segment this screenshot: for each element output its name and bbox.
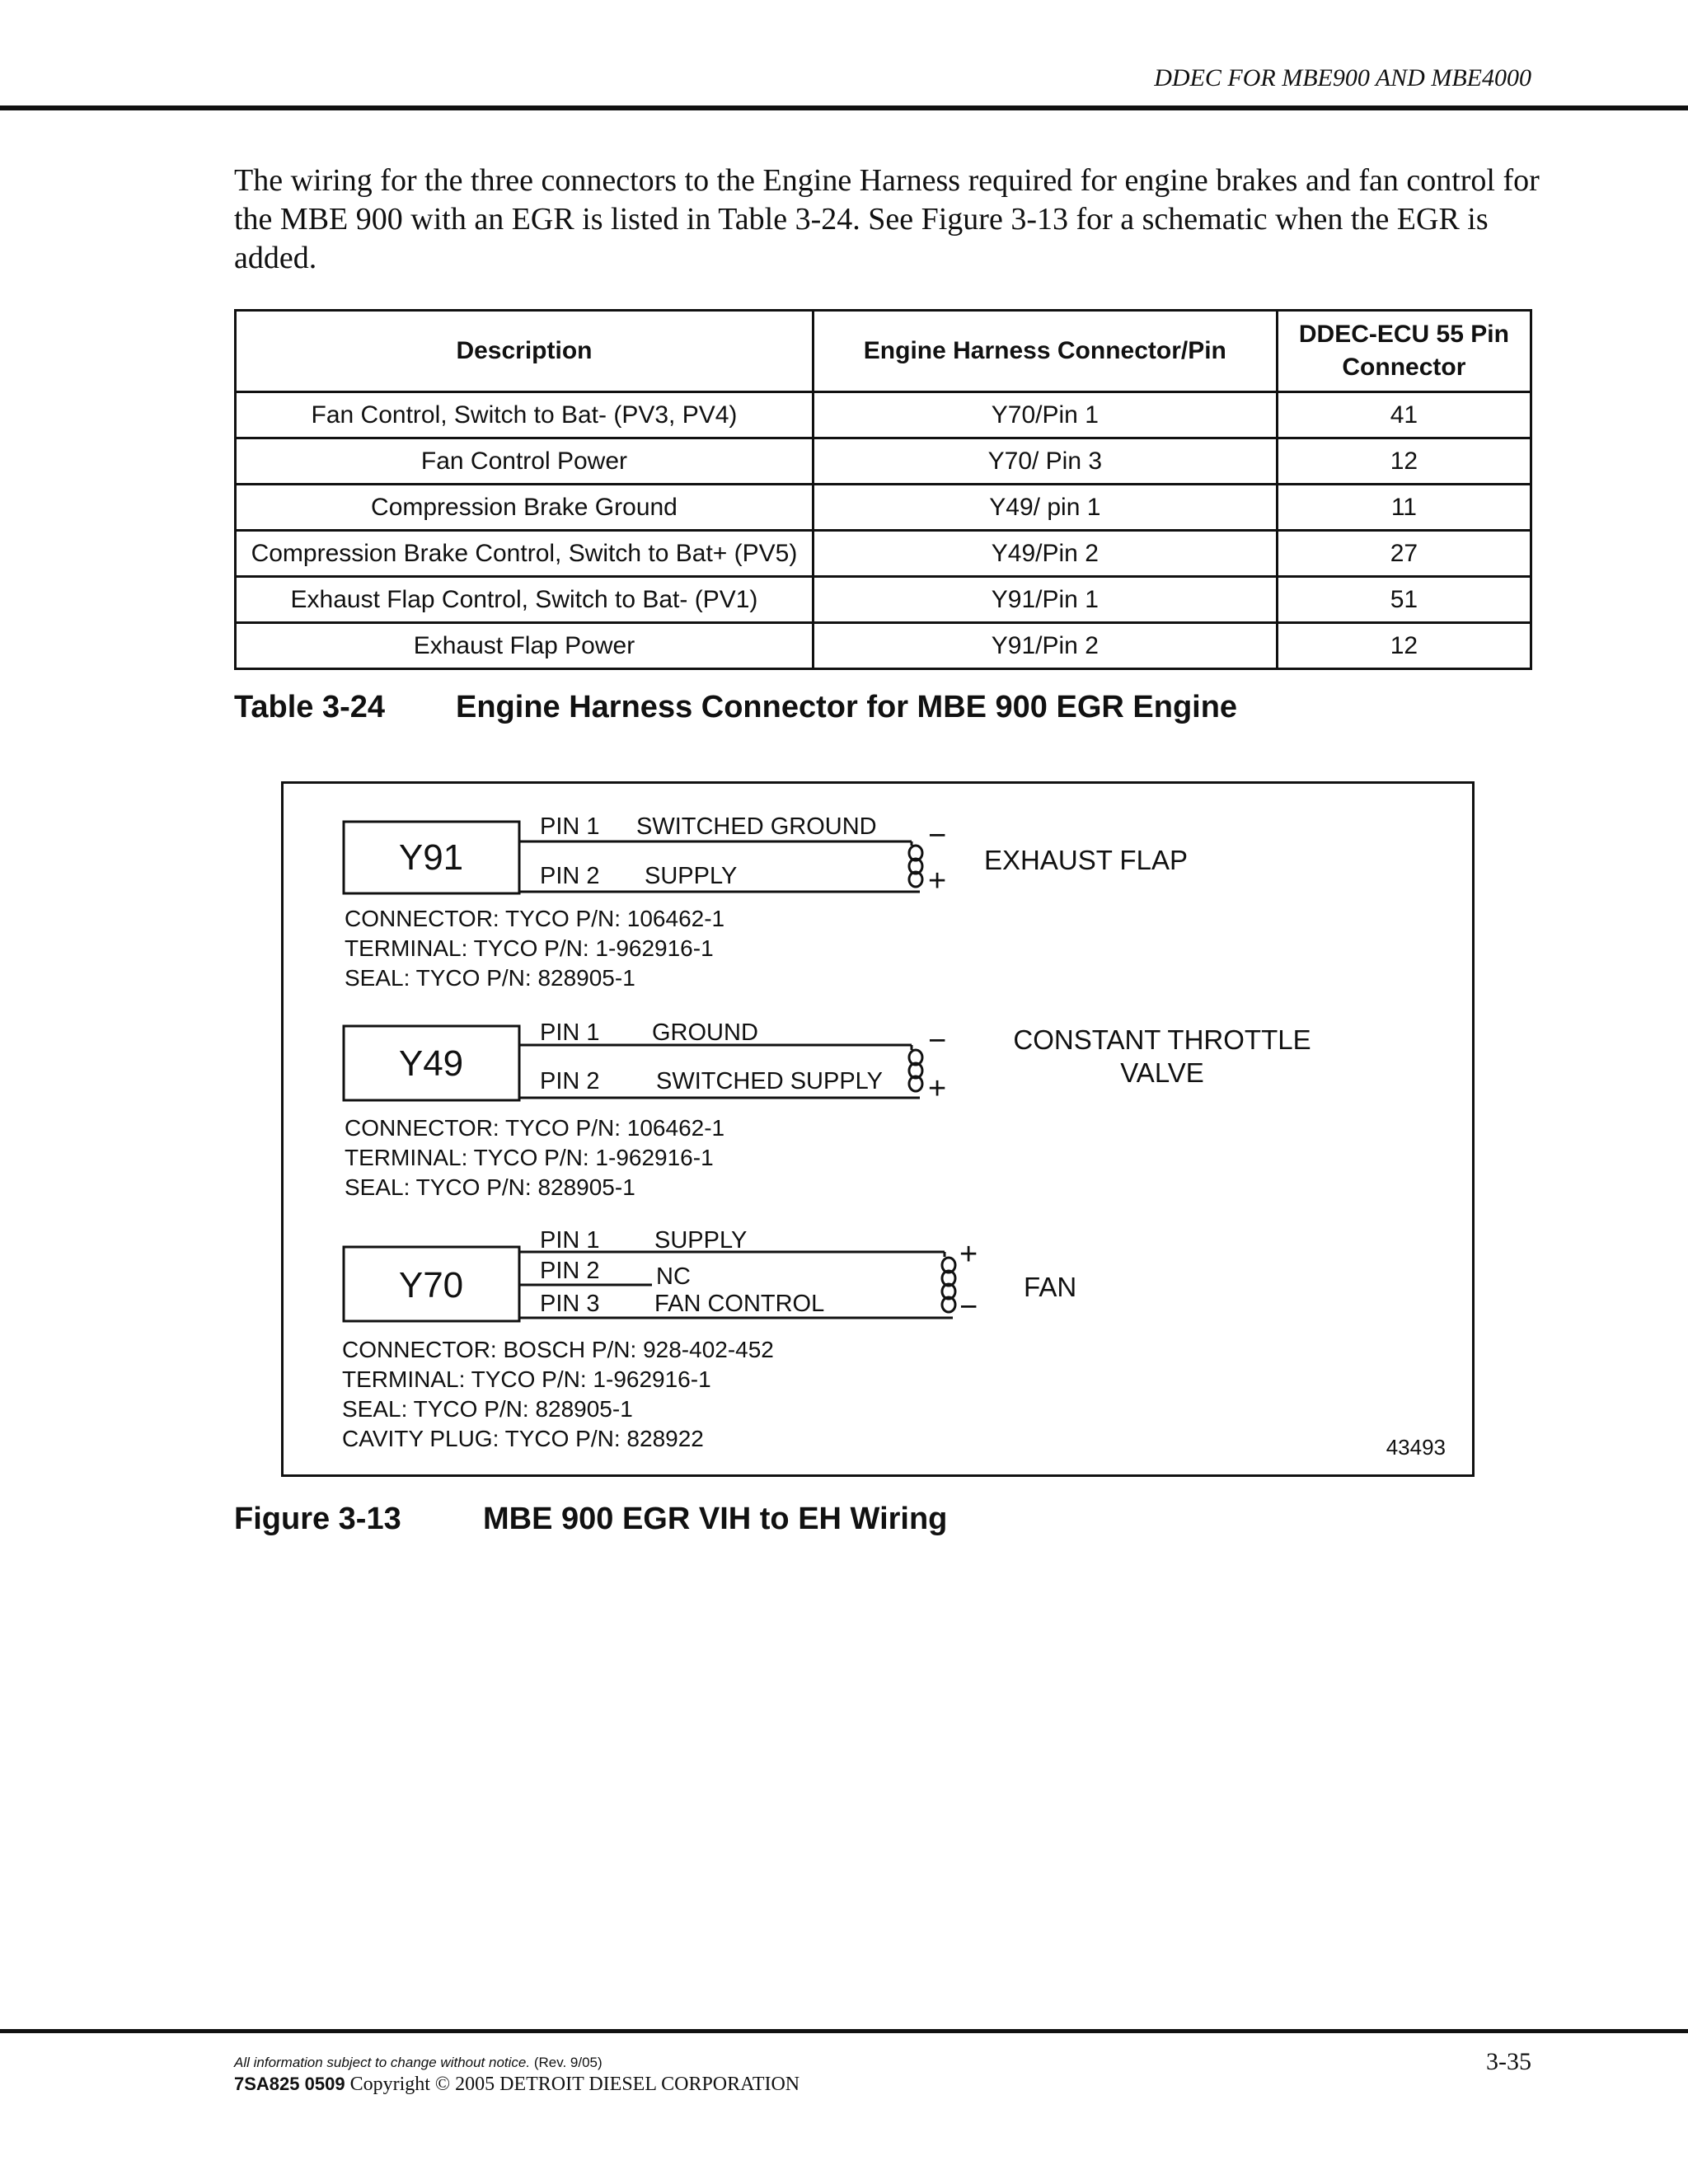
spec-line: TERMINAL: TYCO P/N: 1-962916-1: [342, 1366, 711, 1392]
cell-description: Exhaust Flap Control, Switch to Bat- (PV1): [236, 577, 814, 623]
footer-copyright: [234, 2074, 799, 2096]
pin-signal: GROUND: [652, 1019, 758, 1046]
spec-line: CONNECTOR: TYCO P/N: 106462-1: [345, 1115, 725, 1141]
pin-label: PIN 2: [540, 863, 600, 889]
pin-label: PIN 3: [540, 1291, 600, 1317]
cell-harness-pin: Y49/Pin 2: [813, 531, 1277, 577]
figure-caption-label: Figure 3-13: [234, 1502, 401, 1536]
cell-description: Fan Control, Switch to Bat- (PV3, PV4): [236, 392, 814, 438]
table-row: [236, 577, 1531, 623]
table-row: [236, 485, 1531, 531]
figure-caption-title: MBE 900 EGR VIH to EH Wiring: [483, 1502, 948, 1536]
footer-doc-code: 7SA825 0509: [234, 2074, 345, 2094]
device-label: FAN: [1024, 1272, 1077, 1302]
cell-harness-pin: Y49/ pin 1: [813, 485, 1277, 531]
spec-line: TERMINAL: TYCO P/N: 1-962916-1: [345, 1145, 714, 1170]
table-caption-title: Engine Harness Connector for MBE 900 EGR Engine: [456, 690, 1238, 724]
pin-label: PIN 1: [540, 1227, 600, 1254]
header-description: Description: [236, 311, 814, 392]
footer-rule: [0, 2029, 1688, 2033]
pin-label: PIN 1: [540, 813, 600, 840]
cell-harness-pin: Y91/Pin 2: [813, 623, 1277, 669]
coil-symbol: [909, 846, 922, 887]
cell-ecu-pin: 12: [1277, 438, 1531, 485]
footer-disclaimer: All information subject to change without notice.: [234, 2055, 531, 2070]
coil-symbol: [909, 1050, 922, 1091]
spec-line: SEAL: TYCO P/N: 828905-1: [342, 1396, 633, 1422]
footer-revision: (Rev. 9/05): [533, 2055, 603, 2070]
spec-line: CAVITY PLUG: TYCO P/N: 828922: [342, 1426, 704, 1451]
table-row: [236, 438, 1531, 485]
connector-id: Y49: [398, 1043, 464, 1084]
figure-number: 43493: [1386, 1435, 1446, 1460]
header-ecu-pin: DDEC-ECU 55 Pin Connector: [1277, 311, 1531, 392]
device-label: EXHAUST FLAP: [984, 845, 1188, 875]
spec-line: CONNECTOR: TYCO P/N: 106462-1: [345, 906, 725, 931]
cell-description: Compression Brake Ground: [236, 485, 814, 531]
pin-label: PIN 2: [540, 1258, 600, 1284]
pin-label: PIN 2: [540, 1068, 600, 1094]
cell-ecu-pin: 41: [1277, 392, 1531, 438]
cell-ecu-pin: 51: [1277, 577, 1531, 623]
cell-description: Fan Control Power: [236, 438, 814, 485]
page-number: 3-35: [1486, 2048, 1531, 2075]
polarity-sign: −: [959, 1290, 978, 1324]
pin-signal: SUPPLY: [645, 863, 738, 889]
polarity-sign: −: [928, 818, 947, 853]
connector-table: [234, 309, 1532, 670]
table-row: [236, 392, 1531, 438]
connector-y91-group: [344, 813, 1188, 991]
footer-copyright-text: Copyright © 2005 DETROIT DIESEL CORPORATION: [349, 2074, 800, 2095]
spec-line: SEAL: TYCO P/N: 828905-1: [345, 965, 635, 991]
polarity-sign: +: [928, 1071, 947, 1106]
footer-note: [234, 2055, 603, 2071]
running-header: DDEC FOR MBE900 AND MBE4000: [1154, 64, 1531, 91]
cell-harness-pin: Y70/Pin 1: [813, 392, 1277, 438]
pin-signal: SWITCHED GROUND: [636, 813, 877, 840]
wiring-schematic: [281, 781, 1475, 1477]
table-caption-label: Table 3-24: [234, 690, 386, 724]
cell-description: Exhaust Flap Power: [236, 623, 814, 669]
pin-label: PIN 1: [540, 1019, 600, 1046]
polarity-sign: −: [928, 1024, 947, 1058]
cell-harness-pin: Y70/ Pin 3: [813, 438, 1277, 485]
cell-description: Compression Brake Control, Switch to Bat+ (PV5): [236, 531, 814, 577]
spec-line: SEAL: TYCO P/N: 828905-1: [345, 1174, 635, 1200]
coil-symbol: [942, 1258, 955, 1312]
device-label: CONSTANT THROTTLE: [1013, 1024, 1311, 1055]
connector-y70-group: [342, 1227, 1076, 1451]
spec-line: TERMINAL: TYCO P/N: 1-962916-1: [345, 935, 714, 961]
cell-harness-pin: Y91/Pin 1: [813, 577, 1277, 623]
connector-y49-group: [344, 1019, 1311, 1200]
pin-signal: NC: [656, 1263, 691, 1290]
cell-ecu-pin: 27: [1277, 531, 1531, 577]
pin-signal: FAN CONTROL: [654, 1291, 825, 1317]
table-row: [236, 531, 1531, 577]
table-row: [236, 623, 1531, 669]
header-harness-pin: Engine Harness Connector/Pin: [813, 311, 1277, 392]
header-rule: [0, 105, 1688, 110]
pin-signal: SWITCHED SUPPLY: [656, 1068, 884, 1094]
spec-line: CONNECTOR: BOSCH P/N: 928-402-452: [342, 1337, 774, 1362]
polarity-sign: +: [959, 1237, 978, 1272]
table-header-row: [236, 311, 1531, 392]
intro-paragraph: The wiring for the three connectors to the Engine Harness required for engine brakes and fan control for the MBE 900 with an EGR is listed in Table 3-24. See Figure 3-13 for a schematic when the EGR is added.: [234, 163, 1540, 275]
pin-signal: SUPPLY: [654, 1227, 748, 1254]
cell-ecu-pin: 11: [1277, 485, 1531, 531]
device-label: VALVE: [1120, 1057, 1204, 1088]
cell-ecu-pin: 12: [1277, 623, 1531, 669]
polarity-sign: +: [928, 864, 947, 898]
connector-id: Y91: [398, 837, 464, 878]
connector-id: Y70: [398, 1265, 464, 1305]
